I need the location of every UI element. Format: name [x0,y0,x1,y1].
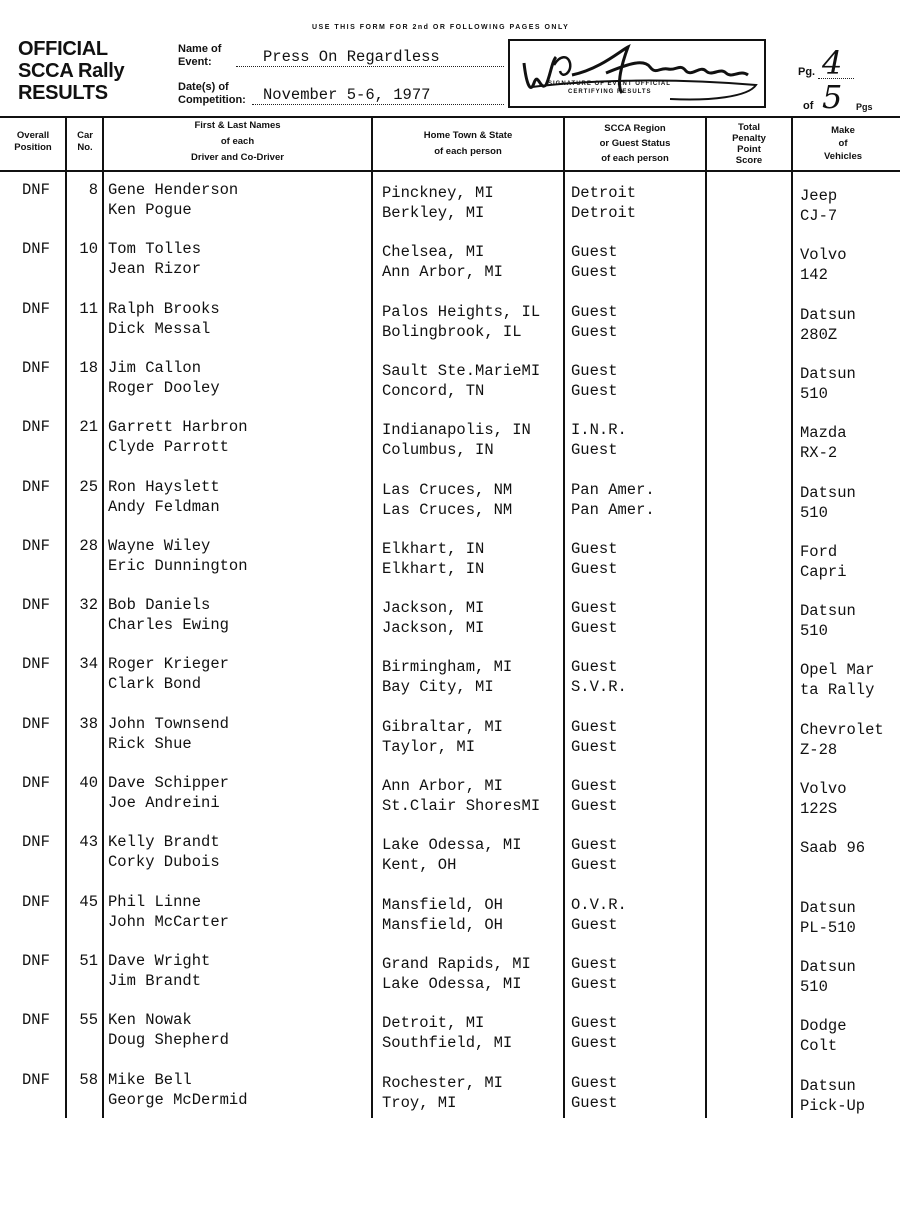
codriver-region: Guest [571,856,618,874]
codriver-hometown: Jackson, MI [382,619,485,637]
codriver-name: Clark Bond [108,675,202,693]
codriver-hometown: Troy, MI [382,1094,457,1112]
driver-region: Guest [571,836,618,854]
vehicle-make: Saab 96 [800,839,866,857]
codriver-hometown: Kent, OH [382,856,457,874]
column-divider [791,116,793,1118]
codriver-hometown: Elkhart, IN [382,560,485,578]
vehicle-model: 510 [800,978,828,996]
signature-box [508,39,766,108]
overall-position: DNF [22,1011,50,1029]
column-divider [65,116,67,1118]
car-number: 43 [79,833,98,851]
overall-position: DNF [22,478,50,496]
page-number-value: 4 [822,44,843,82]
header-line: Position [14,142,52,153]
header-line: Vehicles [823,151,863,162]
event-name-label [178,43,221,69]
codriver-name: George McDermid [108,1091,248,1109]
driver-hometown: Chelsea, MI [382,243,485,261]
driver-name: Ken Nowak [108,1011,192,1029]
codriver-region: Pan Amer. [571,501,655,519]
driver-name: Ron Hayslett [108,478,220,496]
driver-hometown: Indianapolis, IN [382,421,531,439]
driver-name: John Townsend [108,715,229,733]
codriver-region: S.V.R. [571,678,627,696]
event-name-value: Press On Regardless [263,48,440,66]
codriver-name: Jean Rizor [108,260,202,278]
car-number: 8 [88,181,98,199]
form-title-line: SCCA Rally [18,60,125,82]
driver-name: Kelly Brandt [108,833,220,851]
driver-name: Dave Wright [108,952,211,970]
driver-region: Guest [571,303,618,321]
header-line: Score [735,155,763,166]
vehicle-model: Z-28 [800,741,838,759]
driver-name: Roger Krieger [108,655,229,673]
car-number: 40 [79,774,98,792]
column-header-names [104,120,371,164]
codriver-name: Doug Shepherd [108,1031,229,1049]
codriver-region: Guest [571,619,618,637]
header-line: or Guest Status [599,138,671,149]
codriver-region: Guest [571,916,618,934]
driver-name: Bob Daniels [108,596,211,614]
column-header-penalty [707,122,791,166]
car-number: 11 [79,300,98,318]
overall-position: DNF [22,418,50,436]
car-number: 34 [79,655,98,673]
caption-line: SIGNATURE OF EVENT OFFICIAL [548,81,671,87]
driver-hometown: Lake Odessa, MI [382,836,522,854]
codriver-hometown: Mansfield, OH [382,916,503,934]
form-title [18,38,124,104]
form-title-line: RESULTS [18,82,108,104]
driver-name: Dave Schipper [108,774,229,792]
page-total-value: 5 [822,78,843,116]
codriver-region: Guest [571,323,618,341]
header-line: SCCA Region [604,123,666,134]
competition-date-value: November 5-6, 1977 [263,86,431,104]
header-line: Overall [16,130,50,141]
driver-name: Ralph Brooks [108,300,220,318]
codriver-region: Guest [571,560,618,578]
column-divider [705,116,707,1118]
overall-position: DNF [22,952,50,970]
column-divider [102,116,104,1118]
column-divider [371,116,373,1118]
overall-position: DNF [22,240,50,258]
driver-name: Wayne Wiley [108,537,211,555]
vehicle-make: Datsun [800,484,856,502]
codriver-name: Roger Dooley [108,379,220,397]
driver-region: Guest [571,955,618,973]
label-line: Date(s) of [178,81,229,93]
vehicle-model: CJ-7 [800,207,838,225]
driver-region: Guest [571,658,618,676]
column-header-position [2,130,64,154]
overall-position: DNF [22,774,50,792]
driver-name: Phil Linne [108,893,202,911]
driver-region: Guest [571,1074,618,1092]
codriver-hometown: Columbus, IN [382,441,494,459]
vehicle-model: Colt [800,1037,838,1055]
car-number: 28 [79,537,98,555]
driver-hometown: Detroit, MI [382,1014,485,1032]
codriver-name: Eric Dunnington [108,557,248,575]
competition-date-underline [252,104,504,105]
vehicle-model: ta Rally [800,681,875,699]
overall-position: DNF [22,181,50,199]
driver-hometown: Elkhart, IN [382,540,485,558]
car-number: 38 [79,715,98,733]
codriver-name: Dick Messal [108,320,211,338]
codriver-hometown: St.Clair ShoresMI [382,797,541,815]
driver-region: O.V.R. [571,896,627,914]
vehicle-make: Volvo [800,780,847,798]
vehicle-make: Datsun [800,602,856,620]
vehicle-make: Datsun [800,1077,856,1095]
car-number: 55 [79,1011,98,1029]
overall-position: DNF [22,833,50,851]
column-header-town [373,130,563,158]
vehicle-model: Capri [800,563,847,581]
codriver-region: Guest [571,738,618,756]
vehicle-model: 510 [800,385,828,403]
driver-name: Mike Bell [108,1071,192,1089]
signature-caption [548,80,671,96]
event-name-underline [236,66,504,67]
header-line: Total [738,122,760,133]
page-total-label: of [803,100,814,112]
driver-region: Guest [571,718,618,736]
codriver-region: Guest [571,975,618,993]
codriver-region: Guest [571,1034,618,1052]
driver-hometown: Birmingham, MI [382,658,513,676]
car-number: 25 [79,478,98,496]
codriver-name: Ken Pogue [108,201,192,219]
codriver-name: Rick Shue [108,735,192,753]
driver-region: Guest [571,243,618,261]
overall-position: DNF [22,1071,50,1089]
driver-region: Detroit [571,184,637,202]
vehicle-make: Dodge [800,1017,847,1035]
vehicle-model: 510 [800,504,828,522]
vehicle-make: Datsun [800,958,856,976]
codriver-hometown: Concord, TN [382,382,485,400]
driver-hometown: Sault Ste.MarieMI [382,362,541,380]
codriver-hometown: Berkley, MI [382,204,485,222]
codriver-region: Guest [571,441,618,459]
codriver-hometown: Lake Odessa, MI [382,975,522,993]
caption-line: CERTIFYING RESULTS [568,89,652,95]
vehicle-model: 142 [800,266,828,284]
table-top-rule [0,116,900,118]
codriver-region: Guest [571,797,618,815]
driver-hometown: Mansfield, OH [382,896,503,914]
driver-hometown: Las Cruces, NM [382,481,513,499]
driver-region: I.N.R. [571,421,627,439]
header-line: of each [220,136,255,147]
driver-hometown: Jackson, MI [382,599,485,617]
handwritten-signature [510,41,768,110]
driver-region: Guest [571,1014,618,1032]
vehicle-make: Jeep [800,187,838,205]
form-usage-note: USE THIS FORM FOR 2nd OR FOLLOWING PAGES ONLY [312,24,570,31]
header-line: of each person [601,153,669,164]
header-line: First & Last Names [194,120,281,131]
codriver-region: Guest [571,263,618,281]
codriver-region: Detroit [571,204,637,222]
codriver-name: Jim Brandt [108,972,202,990]
driver-hometown: Rochester, MI [382,1074,503,1092]
vehicle-model: 122S [800,800,838,818]
driver-hometown: Ann Arbor, MI [382,777,503,795]
competition-date-label [178,81,246,107]
driver-name: Gene Henderson [108,181,239,199]
driver-region: Guest [571,777,618,795]
codriver-name: Corky Dubois [108,853,220,871]
header-line: of each person [434,146,502,157]
codriver-hometown: Southfield, MI [382,1034,513,1052]
header-line: of [838,138,848,149]
vehicle-make: Opel Mar [800,661,875,679]
driver-hometown: Grand Rapids, MI [382,955,531,973]
codriver-hometown: Ann Arbor, MI [382,263,503,281]
driver-name: Jim Callon [108,359,202,377]
driver-region: Guest [571,540,618,558]
driver-name: Tom Tolles [108,240,202,258]
table-header-rule [0,170,900,172]
header-line: Driver and Co-Driver [191,152,284,163]
overall-position: DNF [22,715,50,733]
column-divider [563,116,565,1118]
form-title-line: OFFICIAL [18,38,108,60]
driver-region: Pan Amer. [571,481,655,499]
codriver-name: John McCarter [108,913,229,931]
label-line: Competition: [178,94,246,106]
vehicle-make: Datsun [800,899,856,917]
pages-label: Pgs [856,102,873,112]
driver-name: Garrett Harbron [108,418,248,436]
overall-position: DNF [22,893,50,911]
header-line: Make [831,125,855,136]
car-number: 32 [79,596,98,614]
car-number: 21 [79,418,98,436]
vehicle-make: Mazda [800,424,847,442]
header-line: Home Town & State [423,130,513,141]
column-header-car [67,130,103,154]
vehicle-model: 510 [800,622,828,640]
driver-region: Guest [571,599,618,617]
codriver-name: Andy Feldman [108,498,220,516]
driver-hometown: Palos Heights, IL [382,303,541,321]
overall-position: DNF [22,300,50,318]
vehicle-model: Pick-Up [800,1097,866,1115]
label-line: Name of [178,43,222,55]
vehicle-make: Chevrolet [800,721,884,739]
overall-position: DNF [22,655,50,673]
driver-hometown: Pinckney, MI [382,184,494,202]
codriver-region: Guest [571,382,618,400]
label-line: Event: [178,56,212,68]
overall-position: DNF [22,359,50,377]
column-header-make [793,124,893,163]
vehicle-model: PL-510 [800,919,856,937]
codriver-hometown: Bay City, MI [382,678,494,696]
vehicle-make: Datsun [800,365,856,383]
codriver-hometown: Las Cruces, NM [382,501,513,519]
overall-position: DNF [22,537,50,555]
codriver-name: Charles Ewing [108,616,229,634]
overall-position: DNF [22,596,50,614]
header-line: No. [77,142,93,153]
header-line: Car [77,130,93,141]
header-line: Point [737,144,761,155]
column-header-region [565,123,705,165]
codriver-region: Guest [571,1094,618,1112]
codriver-name: Joe Andreini [108,794,220,812]
car-number: 58 [79,1071,98,1089]
driver-hometown: Gibraltar, MI [382,718,503,736]
vehicle-make: Datsun [800,306,856,324]
car-number: 45 [79,893,98,911]
car-number: 18 [79,359,98,377]
driver-region: Guest [571,362,618,380]
car-number: 51 [79,952,98,970]
header-line: Penalty [732,133,766,144]
page-number-label: Pg. [798,66,816,78]
vehicle-make: Volvo [800,246,847,264]
codriver-hometown: Bolingbrook, IL [382,323,522,341]
codriver-hometown: Taylor, MI [382,738,476,756]
vehicle-make: Ford [800,543,838,561]
vehicle-model: 280Z [800,326,838,344]
car-number: 10 [79,240,98,258]
vehicle-model: RX-2 [800,444,838,462]
codriver-name: Clyde Parrott [108,438,229,456]
